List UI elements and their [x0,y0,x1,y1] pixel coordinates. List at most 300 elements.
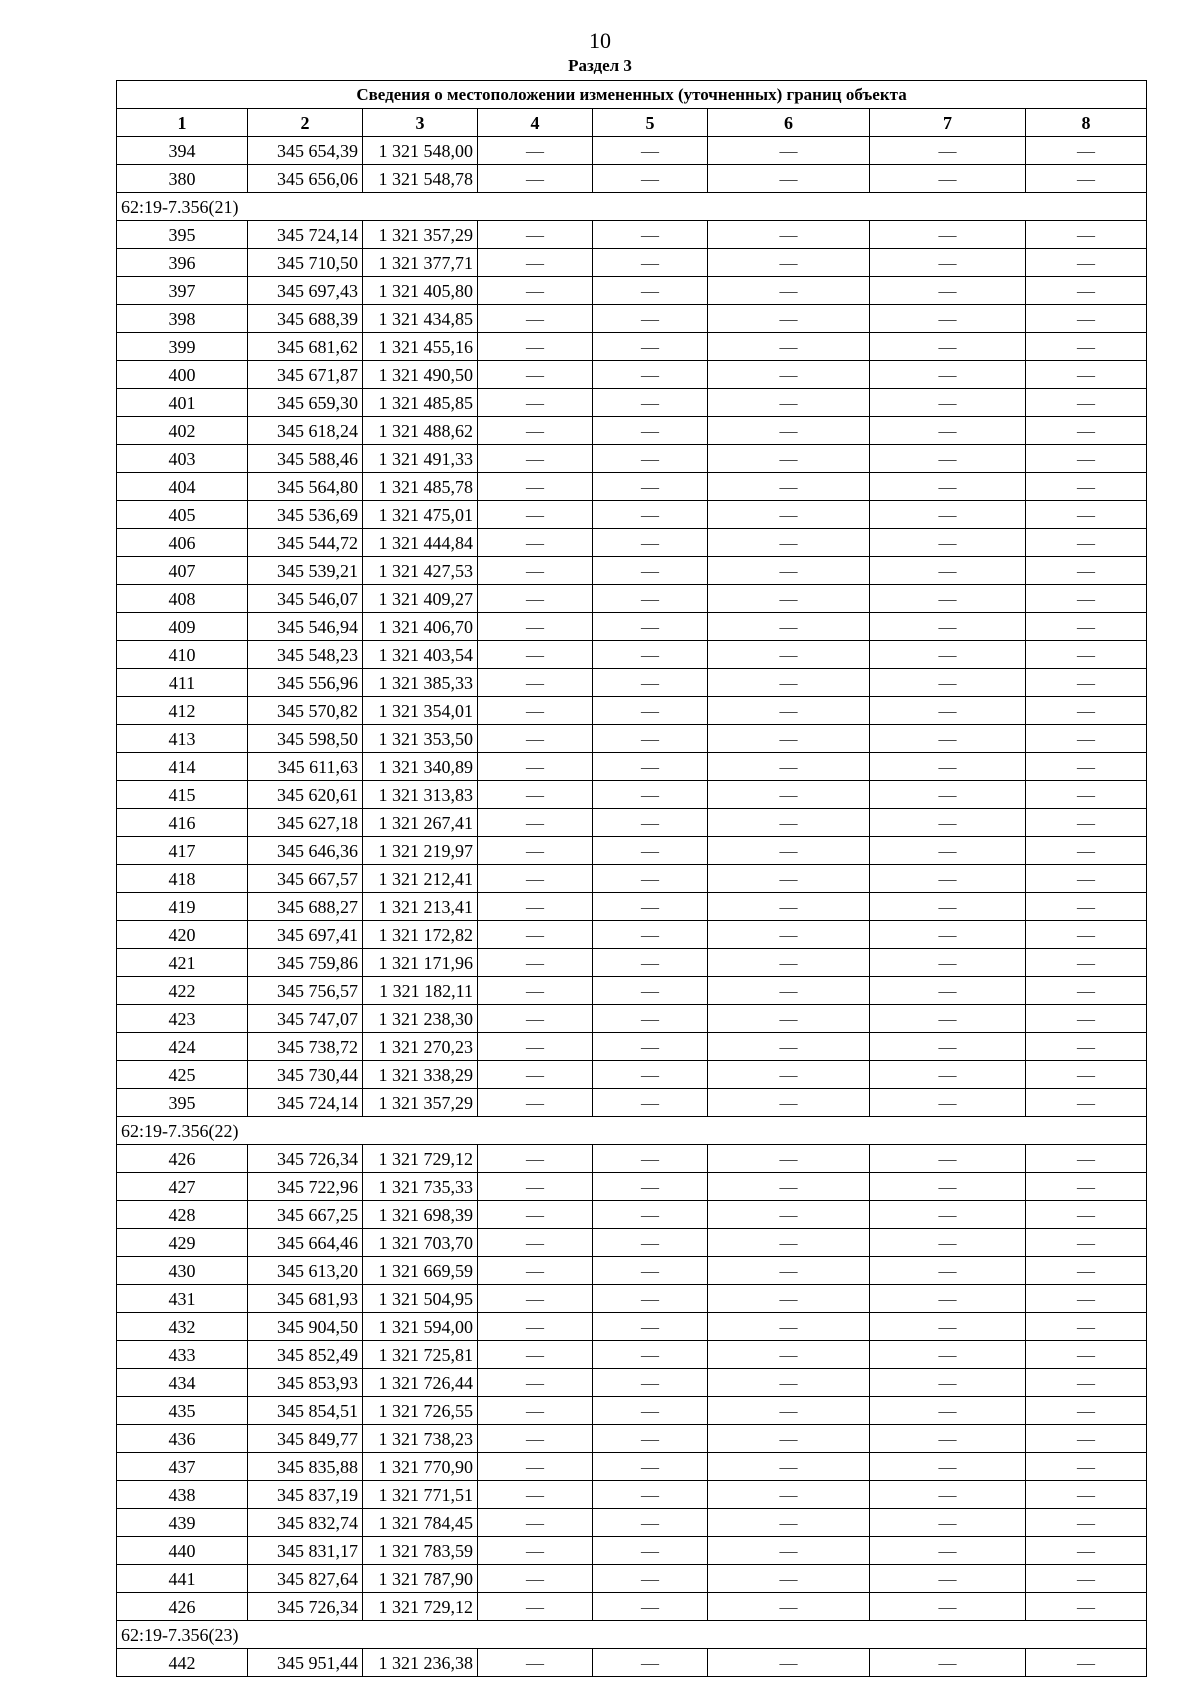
empty-value-dash: — [478,389,593,417]
empty-value-dash: — [1026,1033,1147,1061]
empty-value-dash: — [478,1257,593,1285]
empty-value-dash: — [870,137,1026,165]
empty-value-dash: — [593,1005,708,1033]
empty-value-dash: — [478,333,593,361]
empty-value-dash: — [593,1425,708,1453]
empty-value-dash: — [478,781,593,809]
coord-y: 1 321 698,39 [363,1201,478,1229]
coord-y: 1 321 735,33 [363,1173,478,1201]
coord-x: 345 598,50 [248,725,363,753]
empty-value-dash: — [593,977,708,1005]
empty-value-dash: — [478,137,593,165]
empty-value-dash: — [593,725,708,753]
empty-value-dash: — [708,613,870,641]
coord-x: 345 849,77 [248,1425,363,1453]
empty-value-dash: — [478,837,593,865]
coord-y: 1 321 725,81 [363,1341,478,1369]
empty-value-dash: — [478,417,593,445]
coord-y: 1 321 270,23 [363,1033,478,1061]
empty-value-dash: — [708,1257,870,1285]
empty-value-dash: — [708,1061,870,1089]
empty-value-dash: — [1026,1565,1147,1593]
empty-value-dash: — [708,949,870,977]
coord-x: 345 671,87 [248,361,363,389]
empty-value-dash: — [1026,165,1147,193]
coord-x: 345 854,51 [248,1397,363,1425]
empty-value-dash: — [478,1649,593,1677]
coord-y: 1 321 738,23 [363,1425,478,1453]
coord-y: 1 321 238,30 [363,1005,478,1033]
table-row [117,949,1147,977]
empty-value-dash: — [478,1285,593,1313]
empty-value-dash: — [870,697,1026,725]
coord-y: 1 321 267,41 [363,809,478,837]
empty-value-dash: — [708,1229,870,1257]
table-row [117,1649,1147,1677]
coord-y: 1 321 491,33 [363,445,478,473]
empty-value-dash: — [1026,837,1147,865]
empty-value-dash: — [870,1565,1026,1593]
empty-value-dash: — [593,753,708,781]
group-row [117,1117,1147,1145]
coord-y: 1 321 406,70 [363,613,478,641]
coord-x: 345 656,06 [248,165,363,193]
table-row [117,1313,1147,1341]
point-number: 416 [117,809,248,837]
coord-y: 1 321 490,50 [363,361,478,389]
point-number: 420 [117,921,248,949]
empty-value-dash: — [478,669,593,697]
column-header: 2 [248,109,363,137]
coord-x: 345 827,64 [248,1565,363,1593]
empty-value-dash: — [478,1145,593,1173]
coord-y: 1 321 455,16 [363,333,478,361]
empty-value-dash: — [478,249,593,277]
empty-value-dash: — [870,1201,1026,1229]
empty-value-dash: — [478,1033,593,1061]
point-number: 395 [117,1089,248,1117]
empty-value-dash: — [478,1005,593,1033]
coord-x: 345 667,25 [248,1201,363,1229]
table-row [117,1565,1147,1593]
coord-y: 1 321 357,29 [363,221,478,249]
empty-value-dash: — [708,557,870,585]
coord-y: 1 321 403,54 [363,641,478,669]
empty-value-dash: — [478,1201,593,1229]
empty-value-dash: — [478,1593,593,1621]
table-row [117,1341,1147,1369]
table-row [117,1425,1147,1453]
empty-value-dash: — [1026,389,1147,417]
table-row [117,529,1147,557]
empty-value-dash: — [593,1313,708,1341]
column-header-row [117,109,1147,137]
table-row [117,501,1147,529]
group-row [117,193,1147,221]
coord-y: 1 321 219,97 [363,837,478,865]
point-number: 441 [117,1565,248,1593]
empty-value-dash: — [708,585,870,613]
empty-value-dash: — [870,1341,1026,1369]
point-number: 437 [117,1453,248,1481]
empty-value-dash: — [708,1313,870,1341]
table-row [117,893,1147,921]
coord-x: 345 726,34 [248,1145,363,1173]
coord-y: 1 321 594,00 [363,1313,478,1341]
empty-value-dash: — [478,501,593,529]
coord-x: 345 951,44 [248,1649,363,1677]
empty-value-dash: — [870,1649,1026,1677]
empty-value-dash: — [593,305,708,333]
table-row [117,1509,1147,1537]
point-number: 398 [117,305,248,333]
empty-value-dash: — [1026,221,1147,249]
coord-x: 345 667,57 [248,865,363,893]
table-row [117,1145,1147,1173]
empty-value-dash: — [593,669,708,697]
empty-value-dash: — [1026,1481,1147,1509]
table-row [117,361,1147,389]
coord-x: 345 710,50 [248,249,363,277]
table-row [117,1453,1147,1481]
table-row [117,1229,1147,1257]
point-number: 402 [117,417,248,445]
empty-value-dash: — [593,1509,708,1537]
group-label: 62:19-7.356(21) [117,193,1147,221]
empty-value-dash: — [478,445,593,473]
table-row [117,781,1147,809]
coord-x: 345 620,61 [248,781,363,809]
empty-value-dash: — [478,977,593,1005]
empty-value-dash: — [478,1397,593,1425]
table-row [117,1033,1147,1061]
empty-value-dash: — [593,613,708,641]
empty-value-dash: — [478,1089,593,1117]
empty-value-dash: — [1026,1593,1147,1621]
empty-value-dash: — [593,501,708,529]
coord-y: 1 321 726,55 [363,1397,478,1425]
empty-value-dash: — [478,1341,593,1369]
empty-value-dash: — [478,165,593,193]
empty-value-dash: — [593,1397,708,1425]
empty-value-dash: — [1026,361,1147,389]
empty-value-dash: — [870,1425,1026,1453]
coord-x: 345 548,23 [248,641,363,669]
empty-value-dash: — [708,1005,870,1033]
coord-x: 345 724,14 [248,1089,363,1117]
empty-value-dash: — [1026,249,1147,277]
empty-value-dash: — [708,1481,870,1509]
point-number: 395 [117,221,248,249]
coord-x: 345 738,72 [248,1033,363,1061]
coord-y: 1 321 729,12 [363,1145,478,1173]
empty-value-dash: — [1026,1369,1147,1397]
point-number: 409 [117,613,248,641]
empty-value-dash: — [1026,445,1147,473]
coord-y: 1 321 357,29 [363,1089,478,1117]
column-header: 4 [478,109,593,137]
empty-value-dash: — [708,1369,870,1397]
table-row [117,1061,1147,1089]
empty-value-dash: — [593,585,708,613]
coord-y: 1 321 485,85 [363,389,478,417]
empty-value-dash: — [708,641,870,669]
coord-y: 1 321 405,80 [363,277,478,305]
point-number: 430 [117,1257,248,1285]
empty-value-dash: — [593,865,708,893]
point-number: 423 [117,1005,248,1033]
page-number: 10 [589,28,611,53]
coord-y: 1 321 548,78 [363,165,478,193]
coord-x: 345 688,39 [248,305,363,333]
coord-x: 345 681,93 [248,1285,363,1313]
table-row [117,1397,1147,1425]
table-row [117,137,1147,165]
table-row [117,585,1147,613]
point-number: 418 [117,865,248,893]
coord-y: 1 321 340,89 [363,753,478,781]
table-row [117,165,1147,193]
empty-value-dash: — [870,249,1026,277]
table-row [117,1173,1147,1201]
table-row [117,725,1147,753]
table-row [117,921,1147,949]
empty-value-dash: — [1026,865,1147,893]
empty-value-dash: — [1026,1341,1147,1369]
point-number: 396 [117,249,248,277]
empty-value-dash: — [708,1397,870,1425]
empty-value-dash: — [1026,753,1147,781]
empty-value-dash: — [870,1145,1026,1173]
empty-value-dash: — [478,613,593,641]
empty-value-dash: — [478,1565,593,1593]
empty-value-dash: — [870,669,1026,697]
table-row [117,809,1147,837]
empty-value-dash: — [593,1257,708,1285]
empty-value-dash: — [708,669,870,697]
empty-value-dash: — [593,1537,708,1565]
coord-x: 345 688,27 [248,893,363,921]
empty-value-dash: — [1026,781,1147,809]
empty-value-dash: — [478,221,593,249]
empty-value-dash: — [593,1089,708,1117]
empty-value-dash: — [870,333,1026,361]
coord-x: 345 756,57 [248,977,363,1005]
empty-value-dash: — [593,1229,708,1257]
table-row [117,641,1147,669]
empty-value-dash: — [593,1201,708,1229]
empty-value-dash: — [870,1285,1026,1313]
point-number: 414 [117,753,248,781]
empty-value-dash: — [870,165,1026,193]
point-number: 413 [117,725,248,753]
empty-value-dash: — [593,1649,708,1677]
empty-value-dash: — [708,837,870,865]
point-number: 434 [117,1369,248,1397]
coord-x: 345 654,39 [248,137,363,165]
coord-y: 1 321 488,62 [363,417,478,445]
coord-y: 1 321 787,90 [363,1565,478,1593]
empty-value-dash: — [1026,977,1147,1005]
table-row [117,1089,1147,1117]
empty-value-dash: — [593,221,708,249]
empty-value-dash: — [593,1565,708,1593]
empty-value-dash: — [708,501,870,529]
empty-value-dash: — [708,249,870,277]
empty-value-dash: — [1026,1649,1147,1677]
point-number: 404 [117,473,248,501]
coord-y: 1 321 171,96 [363,949,478,977]
table-row [117,417,1147,445]
empty-value-dash: — [1026,529,1147,557]
empty-value-dash: — [478,725,593,753]
empty-value-dash: — [593,333,708,361]
column-header: 1 [117,109,248,137]
coord-x: 345 646,36 [248,837,363,865]
point-number: 442 [117,1649,248,1677]
empty-value-dash: — [870,221,1026,249]
empty-value-dash: — [870,277,1026,305]
coord-x: 345 837,19 [248,1481,363,1509]
point-number: 425 [117,1061,248,1089]
empty-value-dash: — [478,585,593,613]
empty-value-dash: — [1026,1509,1147,1537]
empty-value-dash: — [593,529,708,557]
table-row [117,1201,1147,1229]
point-number: 399 [117,333,248,361]
empty-value-dash: — [870,389,1026,417]
coord-x: 345 904,50 [248,1313,363,1341]
point-number: 394 [117,137,248,165]
empty-value-dash: — [1026,613,1147,641]
point-number: 415 [117,781,248,809]
table-title: Сведения о местоположении измененных (уточненных) границ объекта [117,81,1147,109]
empty-value-dash: — [1026,1229,1147,1257]
empty-value-dash: — [708,529,870,557]
empty-value-dash: — [1026,1537,1147,1565]
coord-x: 345 664,46 [248,1229,363,1257]
table-row [117,865,1147,893]
point-number: 439 [117,1509,248,1537]
empty-value-dash: — [1026,893,1147,921]
table-row [117,1537,1147,1565]
point-number: 435 [117,1397,248,1425]
empty-value-dash: — [870,865,1026,893]
empty-value-dash: — [870,837,1026,865]
empty-value-dash: — [870,1229,1026,1257]
table-row [117,305,1147,333]
point-number: 380 [117,165,248,193]
coord-y: 1 321 444,84 [363,529,478,557]
empty-value-dash: — [870,1313,1026,1341]
coord-x: 345 546,07 [248,585,363,613]
empty-value-dash: — [870,949,1026,977]
coord-y: 1 321 338,29 [363,1061,478,1089]
coord-x: 345 588,46 [248,445,363,473]
empty-value-dash: — [870,725,1026,753]
empty-value-dash: — [870,585,1026,613]
empty-value-dash: — [1026,725,1147,753]
empty-value-dash: — [1026,921,1147,949]
point-number: 438 [117,1481,248,1509]
empty-value-dash: — [708,1593,870,1621]
point-number: 429 [117,1229,248,1257]
empty-value-dash: — [708,1173,870,1201]
coord-x: 345 697,41 [248,921,363,949]
empty-value-dash: — [870,1481,1026,1509]
empty-value-dash: — [708,333,870,361]
empty-value-dash: — [708,1453,870,1481]
table-row [117,613,1147,641]
empty-value-dash: — [593,1453,708,1481]
point-number: 407 [117,557,248,585]
section-title: Раздел 3 [568,56,632,75]
empty-value-dash: — [478,361,593,389]
empty-value-dash: — [870,305,1026,333]
point-number: 436 [117,1425,248,1453]
empty-value-dash: — [1026,669,1147,697]
empty-value-dash: — [708,1285,870,1313]
empty-value-dash: — [870,1061,1026,1089]
point-number: 405 [117,501,248,529]
empty-value-dash: — [708,305,870,333]
coord-y: 1 321 213,41 [363,893,478,921]
empty-value-dash: — [708,1145,870,1173]
coord-y: 1 321 475,01 [363,501,478,529]
point-number: 424 [117,1033,248,1061]
empty-value-dash: — [708,753,870,781]
empty-value-dash: — [478,1509,593,1537]
point-number: 432 [117,1313,248,1341]
empty-value-dash: — [870,1509,1026,1537]
empty-value-dash: — [870,613,1026,641]
coord-y: 1 321 771,51 [363,1481,478,1509]
empty-value-dash: — [870,1173,1026,1201]
coord-x: 345 722,96 [248,1173,363,1201]
empty-value-dash: — [708,725,870,753]
table-row [117,389,1147,417]
column-header: 6 [708,109,870,137]
table-row [117,669,1147,697]
point-number: 427 [117,1173,248,1201]
empty-value-dash: — [593,921,708,949]
empty-value-dash: — [1026,501,1147,529]
empty-value-dash: — [870,977,1026,1005]
empty-value-dash: — [593,1033,708,1061]
empty-value-dash: — [870,1369,1026,1397]
point-number: 400 [117,361,248,389]
table-row [117,697,1147,725]
empty-value-dash: — [593,1145,708,1173]
coord-x: 345 835,88 [248,1453,363,1481]
empty-value-dash: — [1026,1145,1147,1173]
empty-value-dash: — [1026,1257,1147,1285]
empty-value-dash: — [593,473,708,501]
coord-x: 345 544,72 [248,529,363,557]
empty-value-dash: — [593,809,708,837]
coord-y: 1 321 353,50 [363,725,478,753]
point-number: 431 [117,1285,248,1313]
empty-value-dash: — [708,1425,870,1453]
coord-x: 345 613,20 [248,1257,363,1285]
point-number: 422 [117,977,248,1005]
empty-value-dash: — [478,473,593,501]
empty-value-dash: — [478,1453,593,1481]
point-number: 419 [117,893,248,921]
group-label: 62:19-7.356(22) [117,1117,1147,1145]
point-number: 440 [117,1537,248,1565]
empty-value-dash: — [593,837,708,865]
